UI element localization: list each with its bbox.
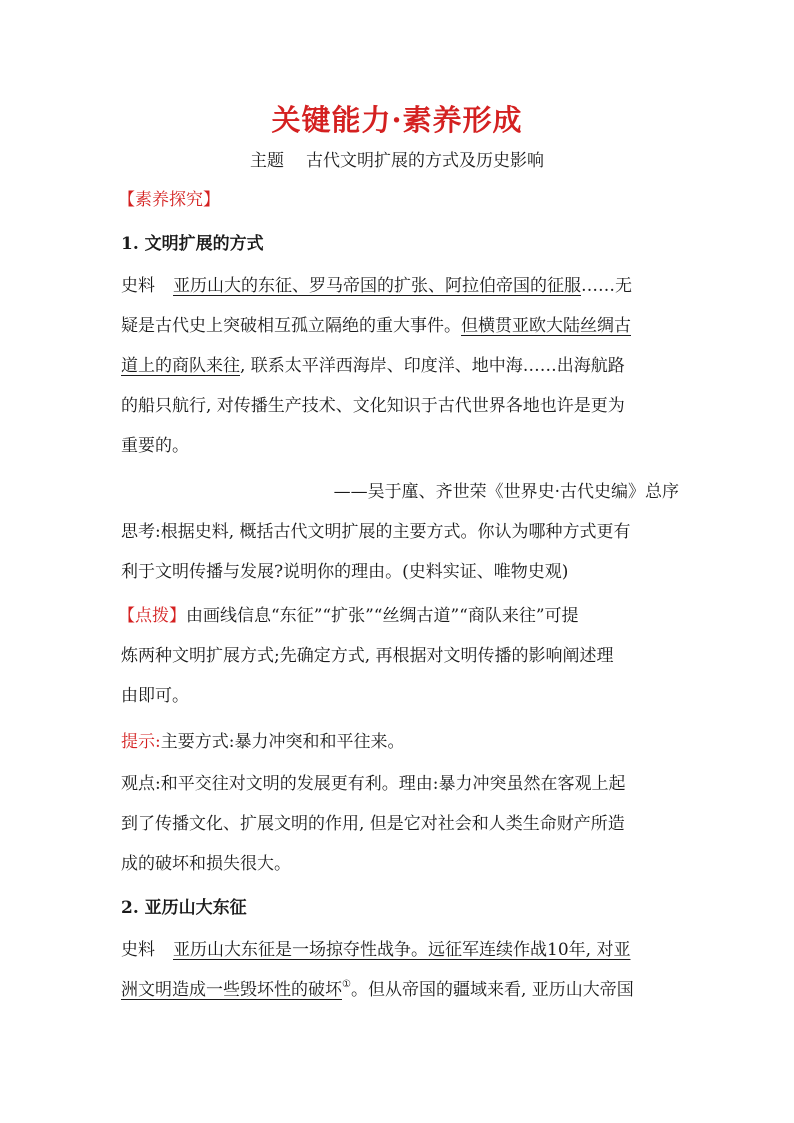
hint-label: 提示: <box>121 732 161 752</box>
q2-source-line-2 <box>121 980 679 1000</box>
view-line-1: 观点:和平交往对文明的发展更有利。理由:暴力冲突虽然在客观上起 <box>121 774 626 794</box>
q2-source-line-1 <box>121 940 679 960</box>
topic-label: 主题 <box>250 151 284 171</box>
q1-source-line-5: 重要的。 <box>121 436 189 456</box>
underlined-text: 洲文明造成一些毁坏性的破坏 <box>121 980 342 1000</box>
underlined-text: 道上的商队来往 <box>121 356 240 376</box>
citation: ——吴于廑、齐世荣《世界史·古代史编》总序 <box>333 482 679 502</box>
source-label: 史料 <box>121 276 155 296</box>
section-tag: 【素养探究】 <box>118 190 220 210</box>
source-text: 疑是古代史上突破相互孤立隔绝的重大事件。 <box>121 316 461 336</box>
source-label: 史料 <box>121 940 155 960</box>
think-line-2: 利于文明传播与发展?说明你的理由。(史料实证、唯物史观) <box>121 562 569 582</box>
source-text: ……无 <box>581 276 632 296</box>
q1-source-line-4: 的船只航行, 对传播生产技术、文化知识于古代世界各地也许是更为 <box>121 396 625 416</box>
source-text: , 联系太平洋西海岸、印度洋、地中海……出海航路 <box>240 356 625 376</box>
view-line-3: 成的破坏和损失很大。 <box>121 854 291 874</box>
tip-line-2: 炼两种文明扩展方式;先确定方式, 再根据对文明传播的影响阐述理 <box>121 646 614 666</box>
page-title: 关键能力·素养形成 <box>271 103 523 137</box>
topic-subtitle <box>0 146 794 171</box>
q1-source-line-3 <box>121 356 679 376</box>
tip-text: 由画线信息“东征”“扩张”“丝绸古道”“商队来往”可提 <box>186 606 579 626</box>
footnote-marker: ① <box>342 979 351 990</box>
tip-label: 【点拨】 <box>118 606 186 626</box>
underlined-text: 但横贯亚欧大陆丝绸古 <box>461 316 631 336</box>
q1-source-line-1 <box>121 276 679 296</box>
tip-line-3: 由即可。 <box>121 686 189 706</box>
q1-source-line-2 <box>121 316 679 336</box>
view-line-2: 到了传播文化、扩展文明的作用, 但是它对社会和人类生命财产所造 <box>121 814 625 834</box>
source-text: 。但从帝国的疆域来看, 亚历山大帝国 <box>350 980 634 1000</box>
underlined-text: 亚历山大的东征、罗马帝国的扩张、阿拉伯帝国的征服 <box>173 276 581 296</box>
topic-text: 古代文明扩展的方式及历史影响 <box>306 151 544 171</box>
think-line-1: 思考:根据史料, 概括古代文明扩展的主要方式。你认为哪种方式更有 <box>121 522 631 542</box>
q1-heading: 1. 文明扩展的方式 <box>121 234 264 254</box>
tip-line-1 <box>118 606 676 626</box>
underlined-text: 亚历山大东征是一场掠夺性战争。远征军连续作战10年, 对亚 <box>173 940 631 960</box>
hint-text: 主要方式:暴力冲突和和平往来。 <box>160 732 405 752</box>
hint-line <box>121 732 679 752</box>
q2-heading: 2. 亚历山大东征 <box>121 898 247 918</box>
